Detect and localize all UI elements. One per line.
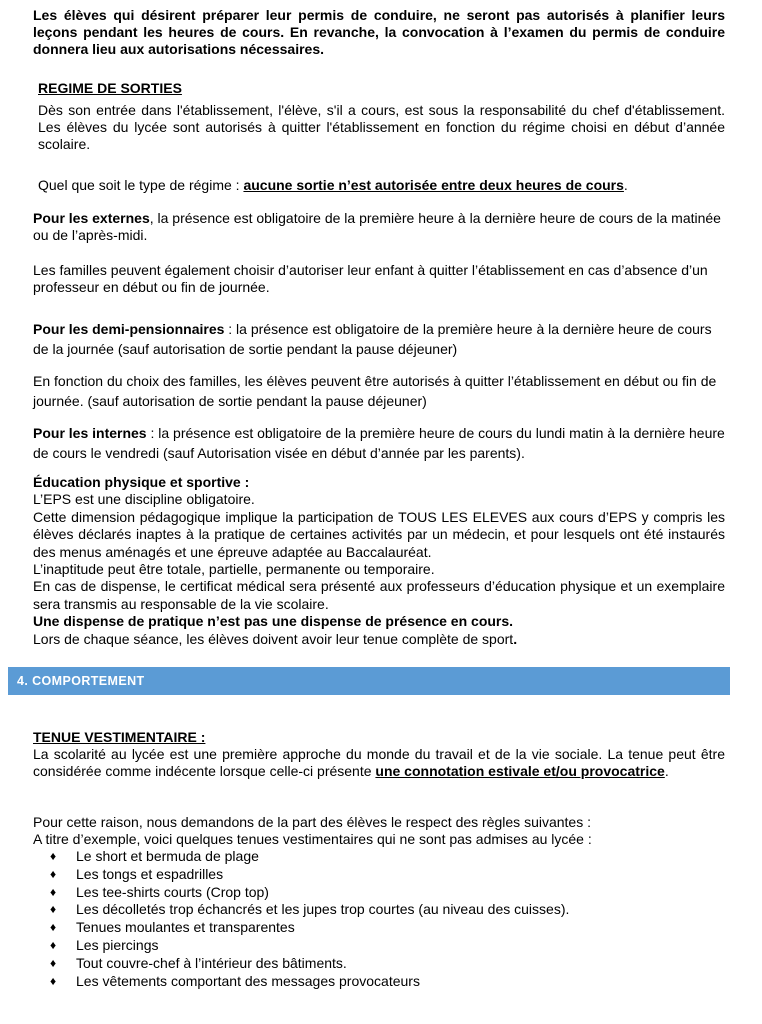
list-item xyxy=(50,866,710,884)
tenue-intro-emphasis: une connotation estivale et/ou provocatrice xyxy=(375,763,665,779)
list-item-text: Les décolletés trop échancrés et les jupes trop courtes (au niveau des cuisses). xyxy=(76,901,570,918)
section-4-header xyxy=(8,667,730,695)
permis-paragraph: Les élèves qui désirent préparer leur permis de conduire, ne seront pas autorisés à planifier leurs leçons pendant les heures de cours. En revanche, la convocation à l’examen du permis de conduire donnera lieu aux autorisations nécessaires. xyxy=(33,7,725,57)
list-item-text: Le short et bermuda de plage xyxy=(76,848,259,864)
eps-line-tenue xyxy=(33,631,725,648)
choix-familles-paragraph: En fonction du choix des familles, les élèves peuvent être autorisés à quitter l’établissement en début ou fin de journée. (sauf autorisation de sortie pendant la pause déjeuner) xyxy=(33,373,717,409)
eps-line-presence: Une dispense de pratique n’est pas une dispense de présence en cours. xyxy=(33,613,514,630)
list-item-text: Les piercings xyxy=(76,936,159,953)
internes-paragraph xyxy=(33,423,725,463)
eps-line-participation: Cette dimension pédagogique implique la participation de TOUS LES ELEVES aux cours d’EPS y compris les élèves déclarés inaptes à la pratique de certaines activités par un médecin, et pour lesquels ont été instaurés des menus aménagés et une épreuve adaptée au Baccalauréat. xyxy=(33,508,725,560)
regime-prefix: Quel que soit le type de régime : xyxy=(38,177,244,193)
eps-line-tenue-end: . xyxy=(513,630,518,647)
regles-paragraph: Pour cette raison, nous demandons de la part des élèves le respect des règles suivantes : xyxy=(33,814,591,830)
demi-pensionnaires-paragraph xyxy=(33,319,725,359)
diamond-bullet-icon: ♦ xyxy=(50,937,57,952)
list-item-text: Les tongs et espadrilles xyxy=(76,865,224,882)
sorties-heading: REGIME DE SORTIES xyxy=(38,80,182,96)
diamond-bullet-icon: ♦ xyxy=(50,920,57,935)
tenue-intro-suffix: . xyxy=(664,763,669,779)
tenues-interdites-list xyxy=(50,848,710,990)
eps-line-obligatoire: L’EPS est une discipline obligatoire. xyxy=(33,491,255,508)
regime-paragraph xyxy=(38,177,730,194)
diamond-bullet-icon: ♦ xyxy=(50,955,57,970)
familles-paragraph: Les familles peuvent également choisir d’autoriser leur enfant à quitter l’établissement en cas d’absence d’un professeur en début ou fin de journée. xyxy=(33,262,708,295)
section-4-title: 4. COMPORTEMENT xyxy=(17,674,145,688)
list-item xyxy=(50,937,710,955)
list-item xyxy=(50,973,710,991)
diamond-bullet-icon: ♦ xyxy=(50,866,57,881)
sorties-intro-paragraph: Dès son entrée dans l'établissement, l'élève, s'il a cours, est sous la responsabilité du chef d'établissement. Les élèves du lycée sont autorisés à quitter l'établissement en fonction du régime choisi en début d’année scolaire. xyxy=(38,102,725,152)
regime-suffix: . xyxy=(623,177,628,193)
list-item xyxy=(50,919,710,937)
diamond-bullet-icon: ♦ xyxy=(50,884,57,899)
list-item xyxy=(50,884,710,902)
tenue-intro-paragraph xyxy=(33,746,725,780)
list-item-text: Tout couvre-chef à l’intérieur des bâtiments. xyxy=(76,954,347,971)
list-item-text: Tenues moulantes et transparentes xyxy=(76,919,295,936)
eps-block xyxy=(33,474,725,648)
demi-pensionnaires-text: : la présence est obligatoire de la première heure à la dernière heure de cours de la journée (sauf autorisation de sortie pendant la pause déjeuner) xyxy=(33,321,712,357)
diamond-bullet-icon: ♦ xyxy=(50,849,57,863)
eps-heading: Éducation physique et sportive : xyxy=(33,474,250,490)
list-item-text: Les tee-shirts courts (Crop top) xyxy=(76,883,269,900)
diamond-bullet-icon: ♦ xyxy=(50,973,57,988)
list-item xyxy=(50,901,710,919)
eps-line-tenue-text: Lors de chaque séance, les élèves doivent avoir leur tenue complète de sport xyxy=(33,630,514,647)
eps-line-dispense: En cas de dispense, le certificat médical sera présenté aux professeurs d’éducation physique et un exemplaire sera transmis au responsable de la vie scolaire. xyxy=(33,578,725,612)
list-item xyxy=(50,955,710,973)
list-item-text: Les vêtements comportant des messages provocateurs xyxy=(76,972,420,989)
externes-text: , la présence est obligatoire de la première heure à la dernière heure de cours de la matinée ou de l’après-midi. xyxy=(33,210,721,243)
internes-label: Pour les internes xyxy=(33,425,147,441)
eps-line-inaptitude: L’inaptitude peut être totale, partielle, permanente ou temporaire. xyxy=(33,561,435,578)
diamond-bullet-icon: ♦ xyxy=(50,902,57,917)
externes-paragraph xyxy=(33,210,725,244)
list-item xyxy=(50,848,710,866)
tenue-intro-prefix: La scolarité au lycée est une première approche du monde du travail et de la vie sociale. La tenue peut être considérée comme indécente lorsque celle-ci présente xyxy=(33,746,725,779)
regime-emphasis: aucune sortie n’est autorisée entre deux heures de cours xyxy=(243,177,624,193)
demi-pensionnaires-label: Pour les demi-pensionnaires xyxy=(33,321,225,337)
exemples-paragraph: A titre d’exemple, voici quelques tenues vestimentaires qui ne sont pas admises au lycée : xyxy=(33,831,592,847)
internes-text: : la présence est obligatoire de la première heure de cours du lundi matin à la dernière heure de cours le vendredi (sauf Autorisation visée en début d’année par les parents). xyxy=(33,425,725,461)
tenue-heading: TENUE VESTIMENTAIRE : xyxy=(33,729,206,745)
externes-label: Pour les externes xyxy=(33,210,150,226)
